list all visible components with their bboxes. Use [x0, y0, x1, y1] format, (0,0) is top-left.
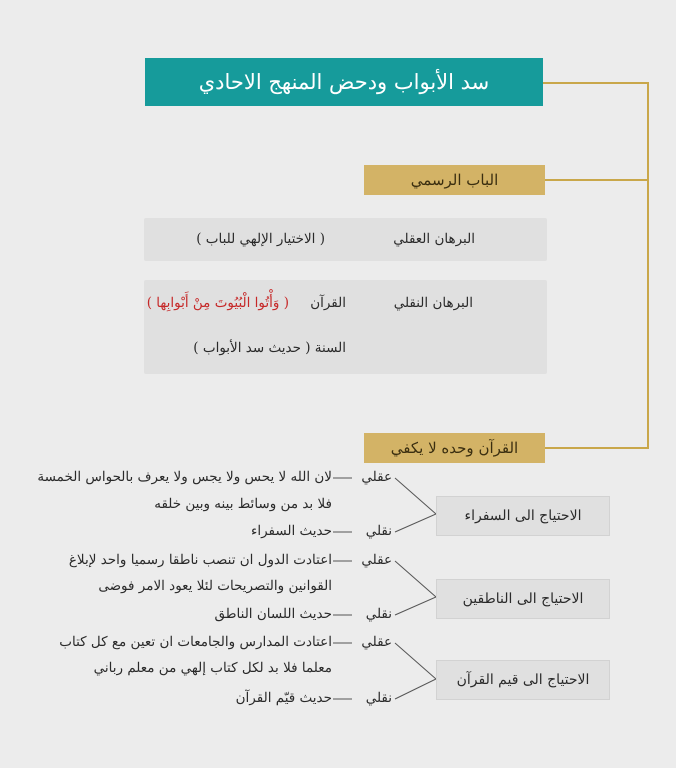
g2-rational-tag: عقلي: [361, 552, 392, 568]
rational-proof-label: البرهان العقلي: [393, 231, 475, 247]
need-custodian-box: الاحتياج الى قيم القرآن: [436, 660, 610, 700]
g2-rational-line1: اعتادت الدول ان تنصب ناطقا رسميا واحد لإبلاغ: [68, 552, 332, 568]
need-spokesmen-box: الاحتياج الى الناطقين: [436, 579, 610, 619]
g3-fork: [395, 643, 436, 699]
g3-textual-tag: نقلي: [365, 690, 392, 706]
g1-rational-line2: فلا بد من وسائط بينه وبين خلقه: [154, 496, 332, 512]
main-bracket: [543, 83, 648, 448]
sunnah-hadith: السنة ( حديث سد الأبواب ): [193, 340, 346, 356]
g2-textual-value: حديث اللسان الناطق: [214, 606, 332, 622]
g2-fork: [395, 561, 436, 615]
quran-label: القرآن: [310, 295, 346, 311]
g3-rational-line2: معلما فلا بد لكل كتاب إلهي من معلم رباني: [93, 660, 332, 676]
g3-rational-line1: اعتادت المدارس والجامعات ان تعين مع كل كتاب: [59, 634, 332, 650]
g1-fork: [395, 478, 436, 532]
g2-rational-line2: القوانين والتصريحات لئلا يعود الامر فوضى: [98, 578, 332, 594]
rational-proof-value: ( الاختيار الإلهي للباب ): [196, 231, 325, 247]
main-title: سد الأبواب ودحض المنهج الاحادي: [145, 58, 543, 106]
g1-textual-tag: نقلي: [365, 523, 392, 539]
official-door-label: الباب الرسمي: [364, 165, 545, 195]
g1-rational-line1: لان الله لا يحس ولا يجس ولا يعرف بالحواس الخمسة: [37, 469, 332, 485]
need-ambassadors-box: الاحتياج الى السفراء: [436, 496, 610, 536]
quran-verse: ( وَأْتُوا الْبُيُوتَ مِنْ أَبْوابِها ): [146, 295, 289, 311]
g1-rational-tag: عقلي: [361, 469, 392, 485]
g3-rational-tag: عقلي: [361, 634, 392, 650]
g3-textual-value: حديث قيّم القرآن: [235, 690, 332, 706]
quran-alone-label: القرآن وحده لا يكفي: [364, 433, 545, 463]
g1-textual-value: حديث السفراء: [250, 523, 332, 539]
g2-textual-tag: نقلي: [365, 606, 392, 622]
textual-proof-label: البرهان النقلي: [393, 295, 473, 311]
